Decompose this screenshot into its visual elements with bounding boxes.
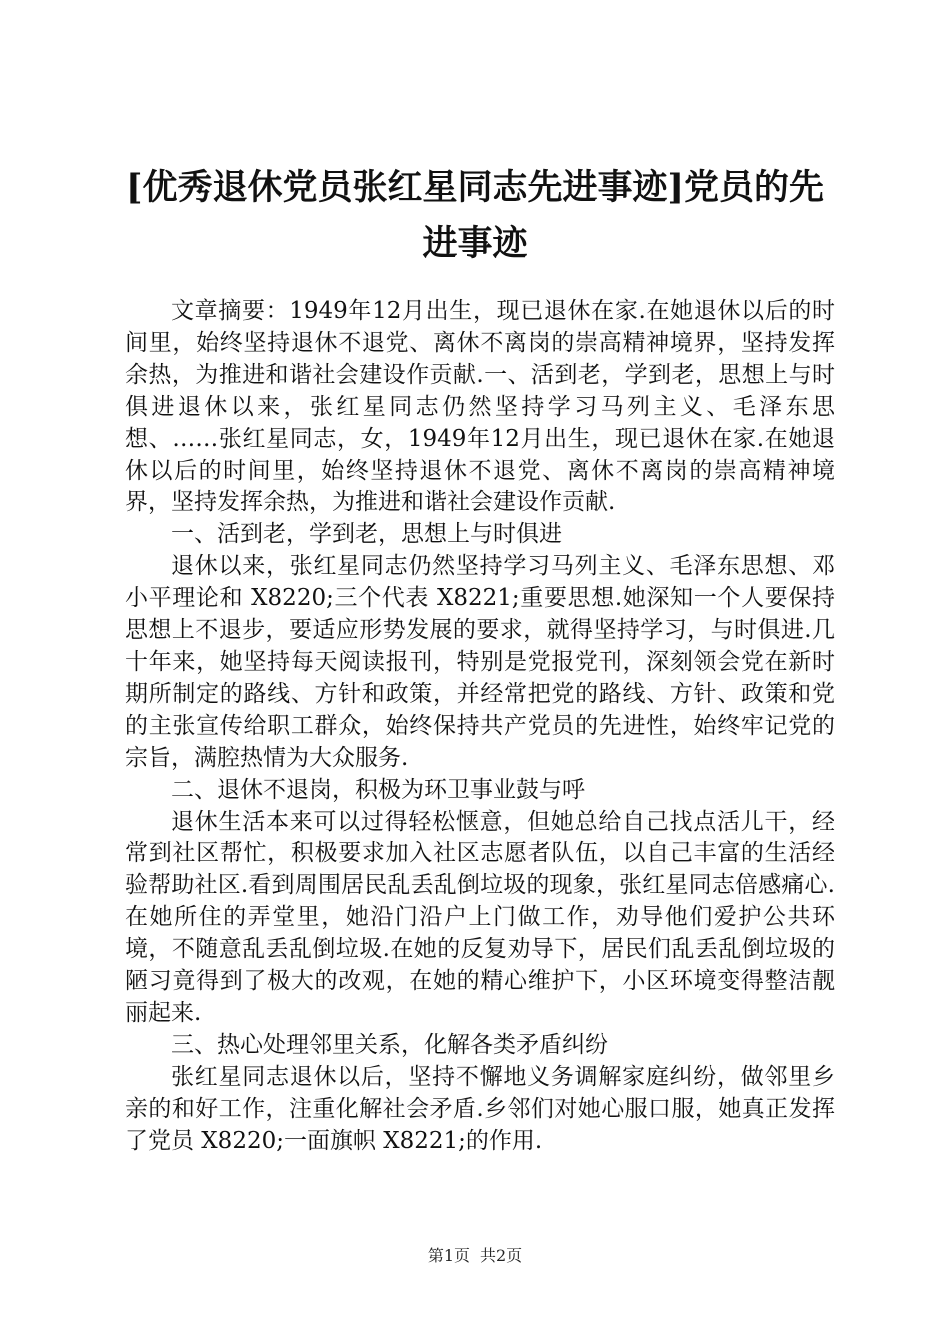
section-heading-2: 二、退休不退岗，积极为环卫事业鼓与呼 (171, 776, 585, 803)
section-1-paragraph: 退休以来，张红星同志仍然坚持学习马列主义、毛泽东思想、邓小平理论和 X8220;三个代表 X8221;重要思想.她深知一个人要保持思想上不退步，要适应形势发展的要求，就得坚持学习，与时俱进.几十年来，她坚持每天阅读报刊，特别是党报党刊，深刻领会党在新时期所制定的路线、方针和政策，并经常把党的路线、方针、政策和党的主张宣传给职工群众，始终保持共产党员的先进性，始终牢记党的宗旨，满腔热情为大众服务. (125, 553, 835, 771)
section-heading-3: 三、热心处理邻里关系，化解各类矛盾纠纷 (171, 1031, 608, 1058)
page-number: 第1页 (427, 1246, 470, 1265)
page-title (100, 160, 850, 272)
document-body (125, 296, 835, 1157)
abstract-paragraph: 文章摘要：1949年12月出生，现已退休在家.在她退休以后的时间里，始终坚持退休不退党、离休不离岗的崇高精神境界，坚持发挥余热，为推进和谐社会建设作贡献.一、活到老，学到老，思想上与时俱进退休以来，张红星同志仍然坚持学习马列主义、毛泽东思想、……张红星同志，女，1949年12月出生，现已退休在家.在她退休以后的时间里，始终坚持退休不退党、离休不离岗的崇高精神境界，坚持发挥余热，为推进和谐社会建设作贡献. (125, 298, 835, 516)
section-2-paragraph: 退休生活本来可以过得轻松惬意，但她总给自己找点活儿干，经常到社区帮忙，积极要求加入社区志愿者队伍，以自己丰富的生活经验帮助社区.看到周围居民乱丢乱倒垃圾的现象，张红星同志倍感痛心.在她所住的弄堂里，她沿门沿户上门做工作，劝导他们爱护公共环境，不随意乱丢乱倒垃圾.在她的反复劝导下，居民们乱丢乱倒垃圾的陋习竟得到了极大的改观，在她的精心维护下，小区环境变得整洁靓丽起来. (125, 808, 835, 1026)
section-heading-1: 一、活到老，学到老，思想上与时俱进 (171, 521, 562, 548)
section-3-paragraph: 张红星同志退休以后，坚持不懈地义务调解家庭纠纷，做邻里乡亲的和好工作，注重化解社会矛盾.乡邻们对她心服口服，她真正发挥了党员 X8220;一面旗帜 X8221;的作用. (125, 1063, 835, 1154)
page-footer (0, 1244, 950, 1268)
title-line-2: 进事迹 (422, 223, 528, 264)
title-line-1: [优秀退休党员张红星同志先进事迹]党员的先 (125, 167, 825, 208)
page-total: 共2页 (480, 1246, 523, 1265)
